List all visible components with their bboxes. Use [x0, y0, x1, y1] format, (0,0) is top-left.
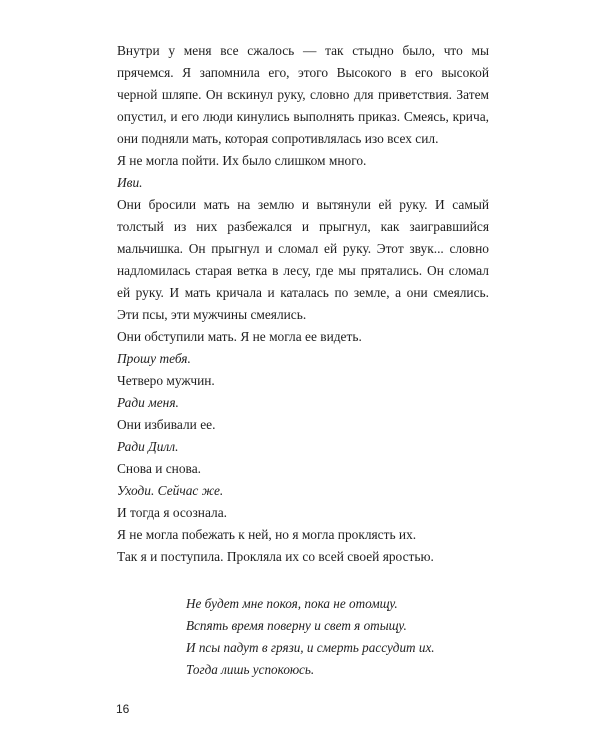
poem-line-3: И псы падут в грязи, и смерть рассудит их.	[186, 640, 435, 655]
paragraph-3: Иви.	[117, 175, 143, 190]
paragraph-14: Я не могла побежать к ней, но я могла проклясть их.	[117, 527, 417, 542]
paragraph-13: И тогда я осознала.	[117, 505, 227, 520]
paragraph-10: Ради Дилл.	[117, 439, 179, 454]
paragraph-5: Они обступили мать. Я не могла ее видеть.	[117, 329, 362, 344]
paragraph-15: Так я и поступила. Прокляла их со всей своей яростью.	[117, 549, 434, 564]
paragraph-1: Внутри у меня все сжалось — так стыдно было, что мы прячемся. Я запомнила его, этого Высокого в его высокой черной шляпе. Он вскинул руку, словно для приветствия. Затем опустил, и его люди кинулись выполнять приказ. Смеясь, крича, они подняли мать, которая сопротивлялась изо всех сил.	[117, 43, 489, 146]
paragraph-4: Они бросили мать на землю и вытянули ей руку. И самый толстый из них разбежался и прыгнул, как заигравшийся мальчишка. Он прыгнул и сломал ей руку. Этот звук... словно надломилась старая ветка в лесу, где мы прятались. Он сломал ей руку. И мать кричала и каталась по земле, а они смеялись. Эти псы, эти мужчины смеялись.	[117, 197, 489, 322]
body-text	[117, 40, 489, 568]
poem-line-4: Тогда лишь успокоюсь.	[186, 662, 315, 677]
paragraph-7: Четверо мужчин.	[117, 373, 215, 388]
poem-stanza	[186, 593, 486, 681]
paragraph-6: Прошу тебя.	[117, 351, 191, 366]
poem-line-2: Вспять время поверну и свет я отыщу.	[186, 618, 407, 633]
paragraph-11: Снова и снова.	[117, 461, 201, 476]
paragraph-9: Они избивали ее.	[117, 417, 216, 432]
poem-line-1: Не будет мне покоя, пока не отомщу.	[186, 596, 398, 611]
paragraph-12: Уходи. Сейчас же.	[117, 483, 224, 498]
page-number: 16	[116, 702, 130, 716]
paragraph-8: Ради меня.	[117, 395, 179, 410]
paragraph-2: Я не могла пойти. Их было слишком много.	[117, 153, 367, 168]
